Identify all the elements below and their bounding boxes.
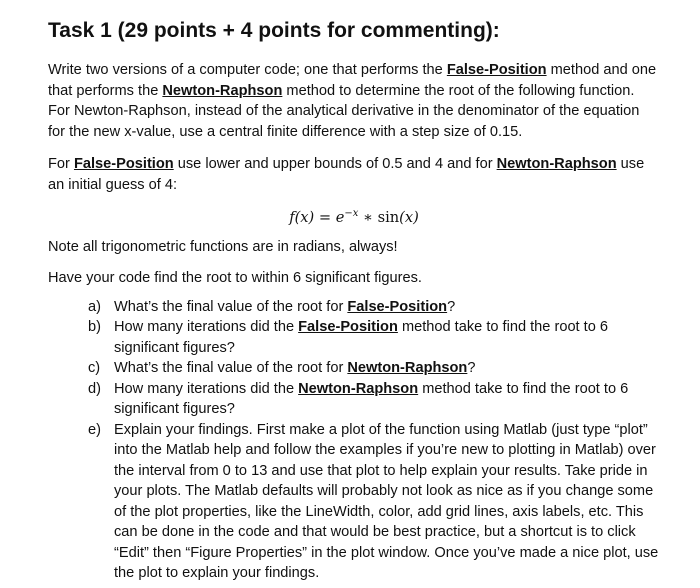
- text: use lower and upper bounds of 0.5 and 4 and for: [173, 156, 497, 172]
- question-a: [88, 297, 660, 318]
- equation-sin: sin: [377, 208, 400, 226]
- text: ?: [447, 298, 456, 315]
- radians-note: Note all trigonometric functions are in radians, always!: [48, 238, 398, 255]
- question-label: e): [88, 421, 101, 438]
- bounds-paragraph: [48, 154, 660, 195]
- text: method and one that performs the: [48, 62, 657, 99]
- question-b: [88, 317, 660, 358]
- text: method take to find the root to 6 significant figures?: [114, 319, 609, 356]
- function-equation: [48, 203, 660, 229]
- text: For: [48, 156, 74, 172]
- question-label: d): [88, 380, 101, 397]
- question-label: c): [88, 360, 101, 377]
- equation-star: ∗: [358, 208, 378, 226]
- false-position-term: False-Position: [73, 156, 174, 172]
- text: use an initial guess of 4:: [48, 156, 645, 193]
- question-e: [88, 420, 660, 584]
- equation-arg: (x): [399, 208, 419, 226]
- instructions-paragraph: [48, 60, 660, 142]
- text: What’s the final value of the root for: [114, 360, 348, 377]
- question-d: [88, 379, 660, 420]
- question-label: b): [88, 319, 101, 336]
- newton-raphson-term: Newton-Raphson: [347, 360, 468, 377]
- task-title: Task 1 (29 points + 4 points for commenting):: [48, 19, 500, 42]
- question-label: a): [88, 298, 101, 315]
- text: method to determine the root of the following function. For Newton-Raphson, instead of the analytical derivative in the denominator of the equation for the new x-value, use a central finite difference with a step size of 0.15.: [48, 82, 640, 140]
- question-list: [48, 297, 660, 584]
- question-c: [88, 358, 660, 379]
- sig-figs-note: Have your code find the root to within 6 significant figures.: [48, 270, 422, 287]
- newton-raphson-term: Newton-Raphson: [162, 82, 283, 99]
- newton-raphson-term: Newton-Raphson: [496, 156, 617, 172]
- text: method take to find the root to 6 significant figures?: [114, 380, 629, 418]
- false-position-term: False-Position: [298, 319, 398, 336]
- text: How many iterations did the: [114, 319, 299, 336]
- text: How many iterations did the: [114, 380, 299, 397]
- equation-exponent: −x: [344, 208, 359, 219]
- text: ?: [467, 360, 476, 377]
- text: What’s the final value of the root for: [114, 298, 348, 315]
- text: Write two versions of a computer code; one that performs the: [48, 62, 447, 78]
- false-position-term: False-Position: [446, 62, 547, 78]
- false-position-term: False-Position: [347, 298, 448, 315]
- newton-raphson-term: Newton-Raphson: [298, 380, 419, 397]
- equation-lhs: f(x) = e: [289, 208, 345, 226]
- text: Explain your findings. First make a plot of the function using Matlab (just type “plot” into the Matlab help and follow the examples if you’re new to plotting in Matlab) over the interval from 0 to 13 and use that plot to help explain your results. Take pride in your plots. The Matlab defaults will probably not look as nice as if you change some of the plot properties, like the LineWidth, color, add grid lines, axis labels, etc. This can be done in the code and that would be best practice, but a shortcut is to click “Edit” then “Figure Properties” in the plot window. Once you’ve made a nice plot, use the plot to explain your findings.: [114, 421, 659, 582]
